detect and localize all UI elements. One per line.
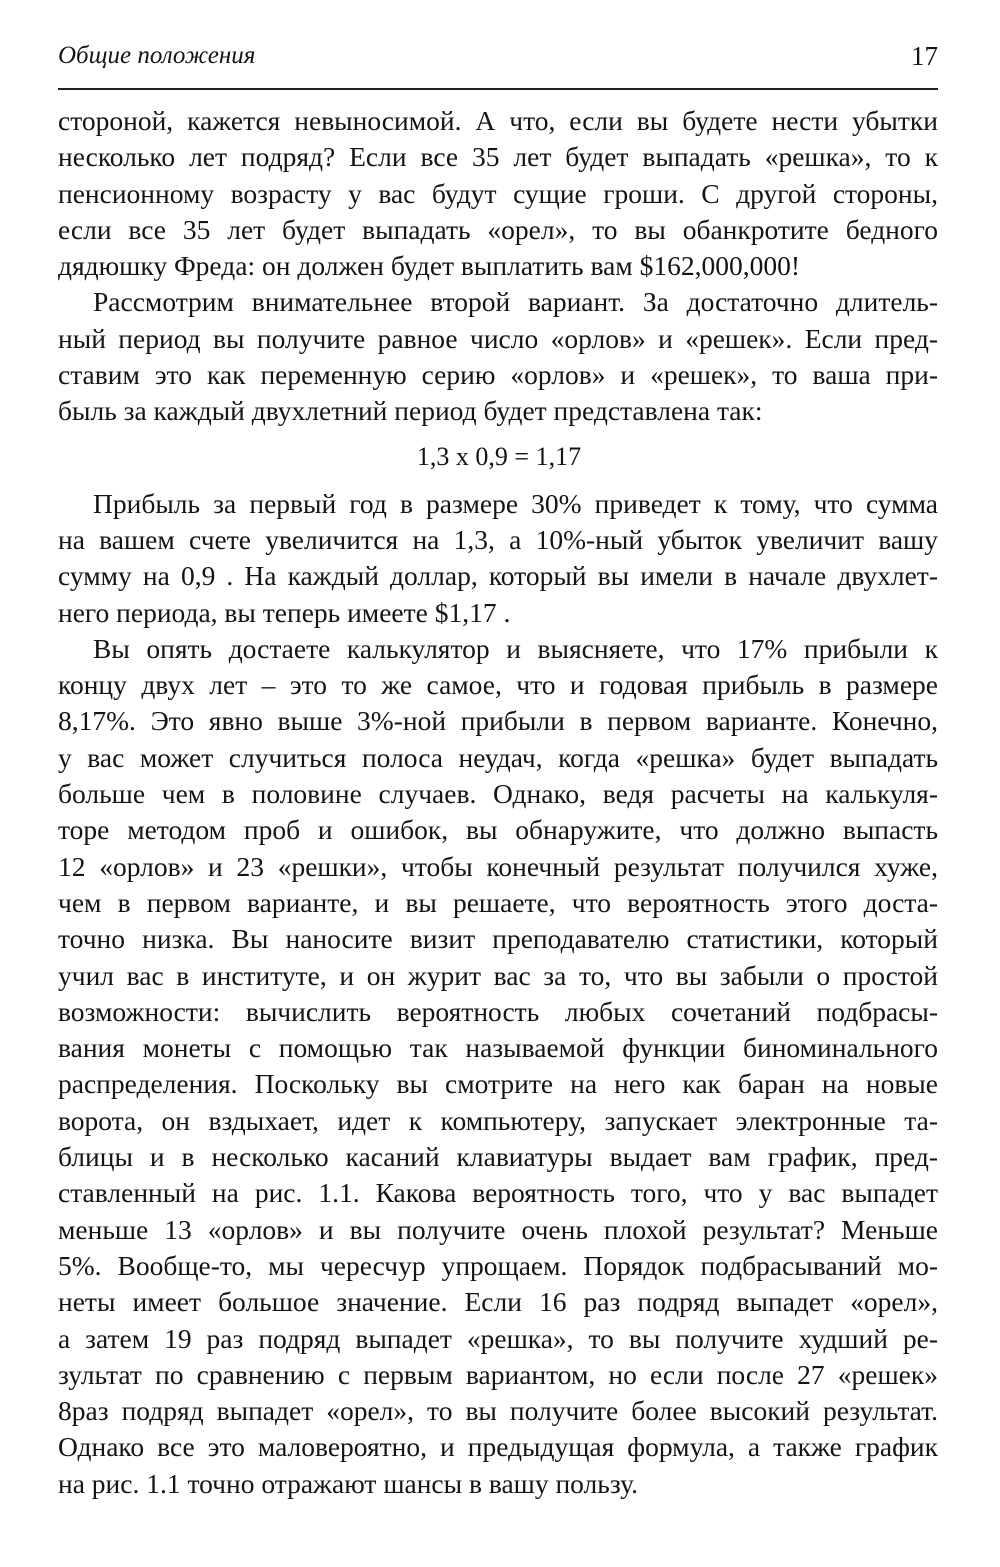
running-title: Общие положения: [58, 42, 256, 69]
text-line: Вы опять достаете калькулятор и выясняете, что 17% прибыли к: [93, 632, 938, 664]
text-line: на рис. 1.1 точно отражают шансы в вашу пользу.: [58, 1467, 638, 1499]
text-line: дядюшку Фреда: он должен будет выплатить вам $162,000,000!: [58, 250, 800, 282]
paragraph: [58, 284, 938, 429]
text-line: 5%. Вообще-то, мы чересчур упрощаем. Порядок подбрасываний мо-: [58, 1249, 938, 1281]
text-line: распределения. Поскольку вы смотрите на него как баран на новые: [58, 1068, 938, 1100]
text-line: сумму на 0,9 . На каждый доллар, который вы имели в начале двухлет-: [58, 560, 938, 592]
text-line: на вашем счете увеличится на 1,3, а 10%-ный убыток увеличит вашу: [58, 523, 938, 555]
text-line: а затем 19 раз подряд выпадет «решка», то вы получите худший ре-: [58, 1322, 938, 1354]
text-line: быль за каждый двухлетний период будет представлена так:: [58, 395, 763, 427]
text-line: неты имеет большое значение. Если 16 раз подряд выпадет «орел»,: [58, 1286, 938, 1318]
paragraph: [58, 103, 938, 284]
page-number: 17: [911, 41, 938, 71]
text-line: 8раз подряд выпадет «орел», то вы получите более высокий результат.: [58, 1395, 938, 1427]
text-line: него периода, вы теперь имеете $1,17 .: [58, 596, 511, 628]
text-line: 12 «орлов» и 23 «решки», чтобы конечный результат получился хуже,: [58, 850, 938, 882]
text-line: ворота, он вздыхает, идет к компьютеру, запускает электронные та-: [58, 1104, 938, 1136]
formula: 1,3 х 0,9 = 1,17: [416, 441, 582, 471]
text-line: ставим это как переменную серию «орлов» и «решек», то ваша при-: [58, 359, 938, 391]
text-line: точно низка. Вы наносите визит преподавателю статистики, который: [58, 923, 938, 955]
text-line: Прибыль за первый год в размере 30% приведет к тому, что сумма: [93, 487, 938, 519]
text-line: 8,17%. Это явно выше 3%-ной прибыли в первом варианте. Конечно,: [58, 705, 938, 737]
paragraph: [58, 631, 938, 1502]
body-text: [58, 103, 938, 1502]
header-rule: [58, 88, 938, 90]
text-line: если все 35 лет будет выпадать «орел», то вы обанкротите бедного: [58, 213, 938, 245]
text-line: вания монеты с помощью так называемой функции биноминального: [58, 1032, 938, 1064]
text-line: стороной, кажется невыносимой. А что, если вы будете нести убытки: [58, 105, 938, 136]
text-line: Рассмотрим внимательнее второй вариант. За достаточно длитель-: [93, 286, 938, 318]
text-line: учил вас в институте, и он журит вас за то, что вы забыли о простой: [58, 959, 938, 991]
text-line: у вас может случиться полоса неудач, когда «решка» будет выпадать: [58, 741, 938, 773]
text-line: зультат по сравнению с первым вариантом, но если после 27 «решек»: [58, 1358, 938, 1390]
text-line: Однако все это маловероятно, и предыдущая формула, а также график: [58, 1431, 938, 1463]
text-line: чем в первом варианте, и вы решаете, что вероятность этого доста-: [58, 886, 938, 918]
text-line: ный период вы получите равное число «орлов» и «решек». Если пред-: [58, 322, 938, 354]
text-line: возможности: вычислить вероятность любых сочетаний подбрасы-: [58, 995, 938, 1027]
text-line: больше чем в половине случаев. Однако, ведя расчеты на калькуля-: [58, 778, 938, 810]
text-line: ставленный на рис. 1.1. Какова вероятность того, что у вас выпадет: [58, 1177, 938, 1209]
text-line: блицы и в несколько касаний клавиатуры выдает вам график, пред-: [58, 1141, 938, 1173]
running-header: [58, 38, 938, 74]
text-line: пенсионному возрасту у вас будут сущие гроши. С другой стороны,: [58, 177, 938, 209]
text-line: концу двух лет – это то же самое, что и годовая прибыль в размере: [58, 669, 938, 701]
text-line: торе методом проб и ошибок, вы обнаружите, что должно выпасть: [58, 814, 938, 846]
text-line: меньше 13 «орлов» и вы получите очень плохой результат? Меньше: [58, 1213, 938, 1245]
paragraph: [58, 486, 938, 631]
text-line: несколько лет подряд? Если все 35 лет будет выпадать «решка», то к: [58, 141, 938, 173]
